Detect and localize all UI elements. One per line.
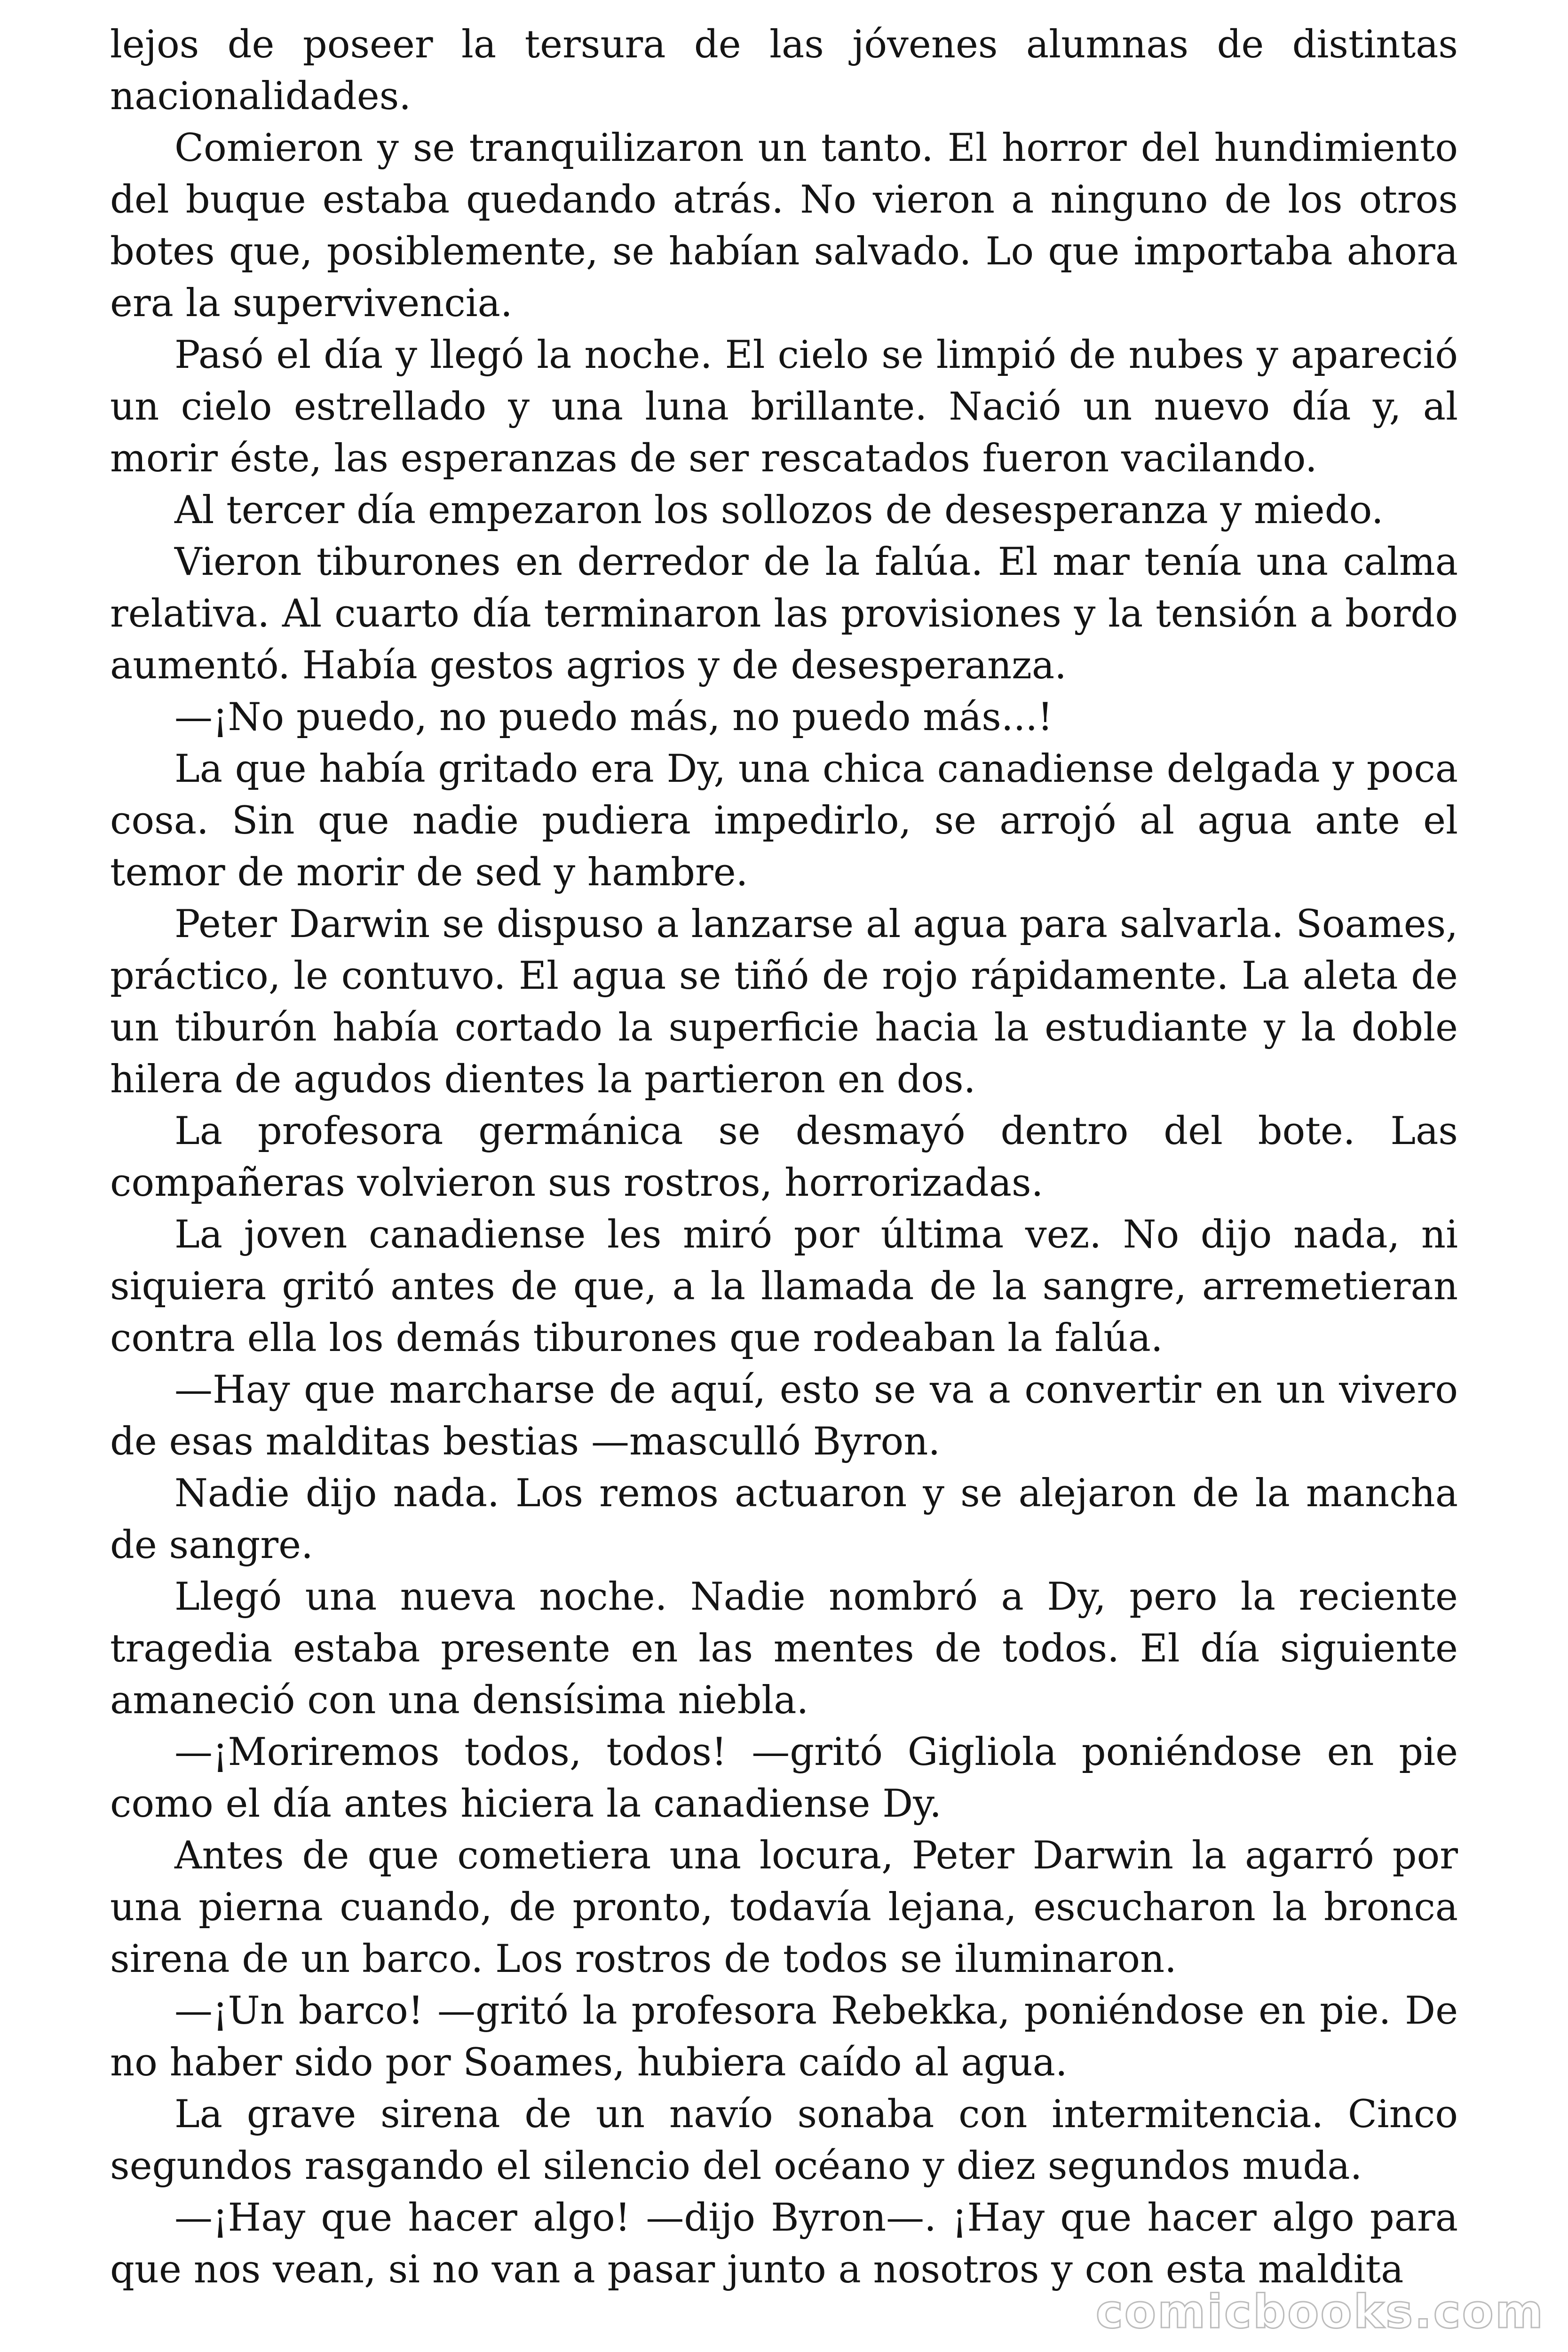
paragraph: La joven canadiense les miró por última vez. No dijo nada, ni siquiera gritó antes de que, a la llamada de la sangre, arremetieran contra ella los demás tiburones que rodeaban la falúa. — [110, 1213, 1458, 1360]
paragraph: Al tercer día empezaron los sollozos de desesperanza y miedo. — [174, 488, 1384, 532]
paragraph: Pasó el día y llegó la noche. El cielo se limpió de nubes y apareció un cielo estrellado y una luna brillante. Nació un nuevo día y, al morir éste, las esperanzas de ser rescatados fueron vacilando. — [110, 333, 1458, 481]
paragraph: —¡Hay que hacer algo! —dijo Byron—. ¡Hay que hacer algo para que nos vean, si no van a pasar junto a nosotros y con esta maldita — [110, 2196, 1458, 2292]
paragraph: Comieron y se tranquilizaron un tanto. El horror del hundimiento del buque estaba quedando atrás. No vieron a ninguno de los otros botes que, posiblemente, se habían salvado. Lo que importaba ahora era la supervivencia. — [110, 126, 1458, 326]
paragraph: La que había gritado era Dy, una chica canadiense delgada y poca cosa. Sin que nadie pudiera impedirlo, se arrojó al agua ante el temor de morir de sed y hambre. — [110, 747, 1458, 895]
paragraph: —¡Un barco! —gritó la profesora Rebekka, poniéndose en pie. De no haber sido por Soames, hubiera caído al agua. — [110, 1989, 1458, 2085]
paragraph: lejos de poseer la tersura de las jóvenes alumnas de distintas nacionalidades. — [110, 23, 1458, 119]
paragraph: Vieron tiburones en derredor de la falúa. El mar tenía una calma relativa. Al cuarto día terminaron las provisiones y la tensión a bordo aumentó. Había gestos agrios y de desesperanza. — [110, 540, 1458, 688]
paragraph: Nadie dijo nada. Los remos actuaron y se alejaron de la mancha de sangre. — [110, 1471, 1458, 1567]
paragraph: Llegó una nueva noche. Nadie nombró a Dy, pero la reciente tragedia estaba presente en las mentes de todos. El día siguiente amaneció con una densísima niebla. — [110, 1575, 1458, 1723]
page-text — [110, 19, 1458, 2296]
paragraph: La profesora germánica se desmayó dentro del bote. Las compañeras volvieron sus rostros, horrorizadas. — [110, 1109, 1458, 1205]
paragraph: La grave sirena de un navío sonaba con intermitencia. Cinco segundos rasgando el silencio del océano y diez segundos muda. — [110, 2092, 1458, 2188]
paragraph: —¡No puedo, no puedo más, no puedo más...! — [174, 695, 1053, 739]
paragraph: —¡Moriremos todos, todos! —gritó Gigliola poniéndose en pie como el día antes hiciera la canadiense Dy. — [110, 1730, 1458, 1826]
paragraph: —Hay que marcharse de aquí, esto se va a convertir en un vivero de esas malditas bestias —masculló Byron. — [110, 1368, 1458, 1464]
paragraph: Antes de que cometiera una locura, Peter Darwin la agarró por una pierna cuando, de pronto, todavía lejana, escucharon la bronca sirena de un barco. Los rostros de todos se iluminaron. — [110, 1834, 1458, 1981]
watermark: comicbooks.com — [1095, 2285, 1544, 2339]
paragraph: Peter Darwin se dispuso a lanzarse al agua para salvarla. Soames, práctico, le contuvo. El agua se tiñó de rojo rápidamente. La aleta de un tiburón había cortado la superficie hacia la estudiante y la doble hilera de agudos dientes la partieron en dos. — [110, 902, 1458, 1102]
